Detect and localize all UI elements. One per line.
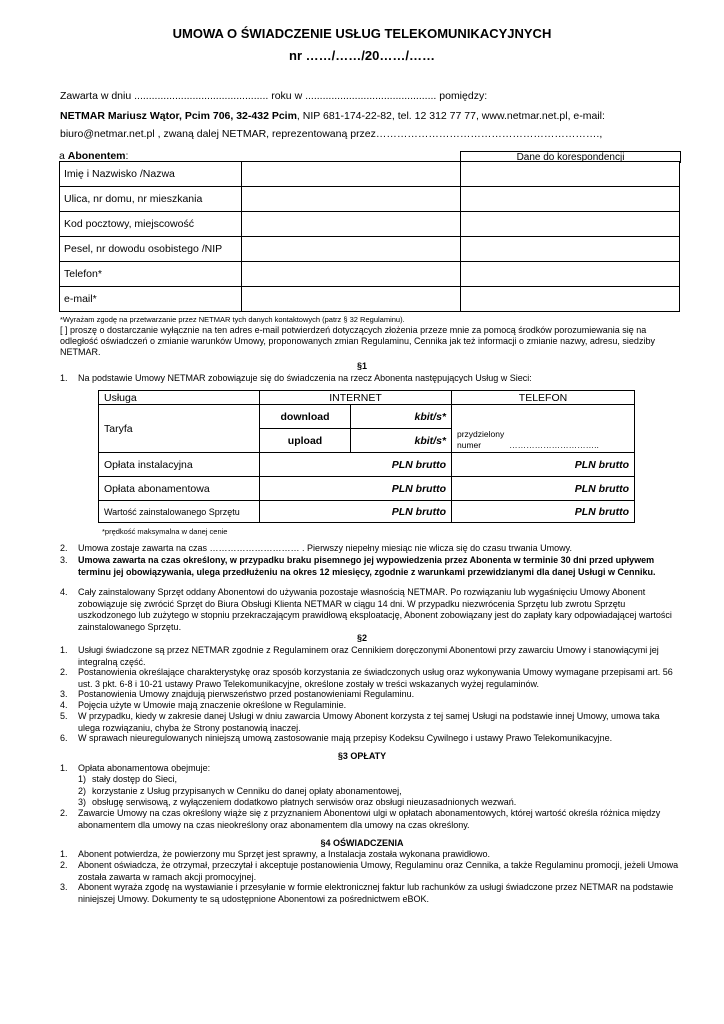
section-3-sub-2: korzystanie z Usług przypisanych w Cenniku do danej opłaty abonamentowej, <box>92 786 402 796</box>
install-fee-label: Opłata instalacyjna <box>99 453 260 477</box>
page-title: UMOWA O ŚWIADCZENIE USŁUG TELEKOMUNIKACYJNYCH <box>172 26 552 41</box>
point-number: 6. <box>60 733 68 743</box>
section-2-point-4: Pojęcia użyte w Umowie mają znaczenie określone w Regulaminie. <box>78 700 347 710</box>
customer-email-field[interactable] <box>241 287 460 312</box>
point-number: 1. <box>60 849 68 859</box>
col-service-header: Usługa <box>99 391 260 405</box>
phone-subscription-fee-field[interactable]: PLN brutto <box>452 477 635 501</box>
download-label: download <box>260 405 351 429</box>
contract-number: nr ……/……/20……/…… <box>289 48 435 63</box>
section-3-heading: §3 OPŁATY <box>337 751 387 761</box>
assigned-number-cell[interactable] <box>452 405 635 453</box>
table-row <box>60 187 680 212</box>
internet-equipment-value-field[interactable]: PLN brutto <box>260 501 452 523</box>
point-number: 2. <box>60 860 68 870</box>
point-number: 2. <box>60 543 68 553</box>
intro-email-line <box>60 128 602 140</box>
table-row <box>99 501 635 523</box>
assigned-number-line <box>457 440 629 451</box>
point-number: 3. <box>60 689 68 699</box>
assigned-number-dots: ………………………….. <box>509 440 599 450</box>
point-number: 1. <box>60 763 68 773</box>
table-row <box>60 237 680 262</box>
equipment-value-label: Wartość zainstalowanego Sprzętu <box>99 501 260 523</box>
section-2-point-6: W sprawach nieuregulowanych niniejszą umową zastosowanie mają przepisy Kodeksu Cywilnego i ustawy Prawo Telekomunikacyjne. <box>78 733 613 743</box>
services-table <box>98 390 635 523</box>
customer-street-field[interactable] <box>241 187 460 212</box>
customer-row-label: Kod pocztowy, miejscowość <box>60 212 242 237</box>
upload-speed-field[interactable]: kbit/s* <box>351 429 452 453</box>
speed-footnote: *prędkość maksymalna w danej cenie <box>102 527 228 536</box>
table-row <box>99 391 635 405</box>
download-speed-field[interactable]: kbit/s* <box>351 405 452 429</box>
customer-label-text: Abonentem <box>67 150 126 162</box>
customer-name-field[interactable] <box>241 162 460 187</box>
sub-point-number: 2) <box>78 786 87 796</box>
section-2-point-5: W przypadku, kiedy w zakresie danej Usługi w dniu zawarcia Umowy Abonent korzysta z tej samej Usługi na podstawie innej Umowy, umowa taka ulega rozwiązaniu, chyba że Strony postanowią inaczej. <box>78 711 660 733</box>
section-3-sub-1: stały dostęp do Sieci, <box>92 774 178 784</box>
section-2-point-3: Postanowienia Umowy znajdują pierwszeństwo przed postanowieniami Regulaminu. <box>78 689 415 699</box>
point-number: 4. <box>60 700 68 710</box>
correspondence-header: Dane do korespondencji <box>460 151 681 163</box>
company-details: , NIP 681-174-22-82, tel. 12 312 77 77, www.netmar.net.pl, e-mail: <box>296 110 605 122</box>
section-1-point-3: Umowa zawarta na czas określony, w przypadku braku pisemnego jej wypowiedzenia przez Abonenta w terminie 30 dni przed upływem terminu jej obowiązywania, ulega przedłużeniu na okres 12 miesięcy, zgodnie z warunkami przewidzianymi dla danej Usługi w Cenniku. <box>78 555 656 577</box>
correspondence-phone-field[interactable] <box>460 262 679 287</box>
upload-label: upload <box>260 429 351 453</box>
section-4-point-3: Abonent wyraża zgodę na wystawianie i przesyłanie w formie elektronicznej faktur lub rachunków za usługi świadczone przez NETMAR na podstawie niniejszej Umowy. Dokumenty te są udostępnione Abonentowi za pośrednictwem eBOK. <box>78 882 674 904</box>
section-1-heading: §1 <box>356 361 367 371</box>
phone-equipment-value-field[interactable]: PLN brutto <box>452 501 635 523</box>
point-number: 2. <box>60 667 68 677</box>
customer-prefix: a <box>59 150 68 162</box>
customer-phone-field[interactable] <box>241 262 460 287</box>
company-email: biuro@netmar.net.pl , zwaną dalej NETMAR <box>60 128 267 140</box>
correspondence-name-field[interactable] <box>460 162 679 187</box>
customer-row-label: Imię i Nazwisko /Nazwa <box>60 162 242 187</box>
section-4-heading: §4 OŚWIADCZENIA <box>320 838 404 848</box>
point-number: 3. <box>60 555 68 565</box>
correspondence-email-field[interactable] <box>460 287 679 312</box>
company-name: NETMAR Mariusz Wątor, Pcim 706, 32-432 Pcim <box>60 110 297 122</box>
point-number: 1. <box>60 373 68 383</box>
table-row <box>60 287 680 312</box>
customer-row-label: Pesel, nr dowodu osobistego /NIP <box>60 237 242 262</box>
assigned-number-label-2: numer <box>457 440 482 450</box>
table-row <box>99 453 635 477</box>
customer-table <box>59 161 680 312</box>
internet-subscription-fee-field[interactable]: PLN brutto <box>260 477 452 501</box>
table-row <box>99 477 635 501</box>
customer-row-label: Ulica, nr domu, nr mieszkania <box>60 187 242 212</box>
table-row <box>99 405 635 429</box>
internet-install-fee-field[interactable]: PLN brutto <box>260 453 452 477</box>
point-number: 2. <box>60 808 68 818</box>
point-number: 5. <box>60 711 68 721</box>
customer-suffix: : <box>125 150 129 162</box>
table-row <box>60 212 680 237</box>
section-3-point-1: Opłata abonamentowa obejmuje: <box>78 763 211 773</box>
sub-point-number: 1) <box>78 774 87 784</box>
col-internet-header: INTERNET <box>260 391 452 405</box>
section-3-sub-3: obsługę serwisową, z wyłączeniem dodatkowo płatnych serwisów oraz obsługi nieuzasadnionych wezwań. <box>92 797 517 807</box>
company-representative: , reprezentowaną przez………………………………………………………., <box>266 128 603 140</box>
correspondence-pesel-field[interactable] <box>460 237 679 262</box>
data-consent-footnote: *Wyrażam zgodę na przetwarzanie przez NETMAR tych danych kontaktowych (patrz § 32 Regulaminu). <box>60 315 405 324</box>
col-phone-header: TELEFON <box>452 391 635 405</box>
point-number: 4. <box>60 587 68 597</box>
customer-row-label: e-mail* <box>60 287 242 312</box>
section-2-point-2: Postanowienia określające charakterystykę oraz sposób korzystania ze świadczonych usług oraz wykonywania Umowy wymagane przepisami art. 56 ust. 3 pkt. 6-8 i 10-21 ustawy Prawo Telekomunikacyjne, określone zostały w treści wskazanych wyżej regulaminów. <box>78 667 673 689</box>
intro-date-line: Zawarta w dniu .............................................. roku w ............................................. pomiędzy: <box>60 90 488 102</box>
section-2-point-1: Usługi świadczone są przez NETMAR zgodnie z Regulaminem oraz Cennikiem doręczonymi Abonentowi przy zawarciu Umowy i stanowiącymi jej integralną część. <box>78 645 659 667</box>
section-1-point-1: Na podstawie Umowy NETMAR zobowiązuje się do świadczenia na rzecz Abonenta następujących Usług w Sieci: <box>78 373 532 383</box>
section-2-heading: §2 <box>356 633 367 643</box>
email-consent-checkbox[interactable]: [ ] proszę o dostarczanie wyłącznie na ten adres e-mail potwierdzeń dotyczących złożenia przeze mnie za pomocą środków porozumiewania się na odległość oświadczeń o zmianie warunków Umowy, proponowanych zmian Regulaminu, Cennika jak też informacji o zmianie nazwy, adresu, siedziby NETMAR. <box>60 325 655 357</box>
table-row <box>60 162 680 187</box>
customer-pesel-field[interactable] <box>241 237 460 262</box>
customer-postcode-field[interactable] <box>241 212 460 237</box>
intro-company-line <box>60 110 605 122</box>
section-4-point-2: Abonent oświadcza, że otrzymał, przeczytał i akceptuje postanowienia Umowy, Regulaminu oraz Cennika, a także Regulaminu promocji, jeżeli Umowa została zawarta w ramach akcji promocyjnej. <box>78 860 679 882</box>
section-1-point-4: Cały zainstalowany Sprzęt oddany Abonentowi do używania pozostaje własnością NETMAR. Po rozwiązaniu lub wygaśnięciu Umowy Abonent zobowiązuje się zwrócić Sprzęt do Biura Obsługi Klienta NETMAR w ciągu 14 dni. W przypadku niezwrócenia Sprzętu lub zwrotu Sprzętu uszkodzonego lub zużytego w stopniu przekraczającym prawidłową eksploatację, Abonent zobowiązany jest do zapłaty kary odpowiadającej wartości zainstalowanego Sprzętu. <box>78 587 672 632</box>
customer-row-label: Telefon* <box>60 262 242 287</box>
subscription-fee-label: Opłata abonamentowa <box>99 477 260 501</box>
correspondence-postcode-field[interactable] <box>460 212 679 237</box>
phone-install-fee-field[interactable]: PLN brutto <box>452 453 635 477</box>
section-3-point-2: Zawarcie Umowy na czas określony wiąże się z przyznaniem Abonentowi ulgi w opłatach abonamentowych, której wartość określa różnica między abonamentem dla umowy na czas nieokreślony oraz abonamentem dla umowy na czas określony. <box>78 808 661 830</box>
point-number: 1. <box>60 645 68 655</box>
table-row <box>60 262 680 287</box>
tariff-label: Taryfa <box>99 405 260 453</box>
sub-point-number: 3) <box>78 797 87 807</box>
assigned-number-label-1: przydzielony <box>457 429 505 439</box>
section-4-point-1: Abonent potwierdza, że powierzony mu Sprzęt jest sprawny, a Instalacja została wykonana prawidłowo. <box>78 849 491 859</box>
point-number: 3. <box>60 882 68 892</box>
correspondence-street-field[interactable] <box>460 187 679 212</box>
section-1-point-2: Umowa zostaje zawarta na czas ………………………… . Pierwszy niepełny miesiąc nie wlicza się do czasu trwania Umowy. <box>78 543 572 553</box>
